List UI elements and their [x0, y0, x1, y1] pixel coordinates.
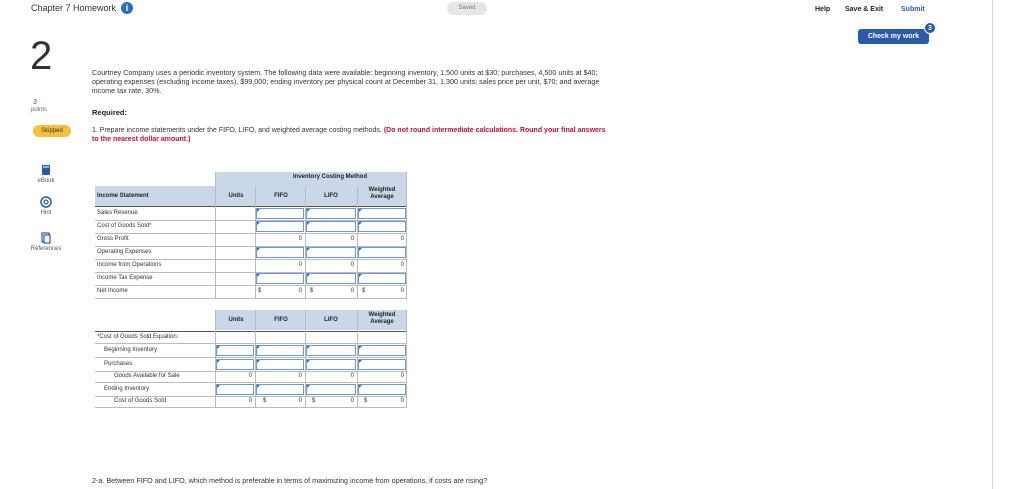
divider	[305, 186, 306, 299]
gafs-wa: 0	[400, 373, 404, 379]
references-tool[interactable]	[26, 232, 66, 252]
check-my-work-button[interactable]: Check my work	[858, 29, 929, 44]
gross-profit-wa: 0	[400, 236, 404, 242]
row-label: Operating Expenses	[97, 249, 152, 255]
check-attempts-badge: 3	[924, 22, 936, 34]
row-label: Income from Operations	[97, 262, 162, 268]
divider	[95, 233, 407, 234]
currency-symbol: $	[263, 398, 267, 404]
divider	[357, 186, 358, 299]
question-number: 2	[30, 34, 53, 78]
gafs-fifo: 0	[298, 373, 302, 379]
question-prompt: Courtney Company uses a periodic inventory system. The following data were available: beginning inventory, 1,500 units at $30; purchases, 4,500 units at $40; operating expenses (excluding income taxes), $99,000; ending inventory per physical count at December 31, 1,300 units; sales price per unit, $70; and average income tax rate, 30%.	[92, 68, 600, 95]
col-units: Units	[228, 193, 244, 199]
row-label: Beginning Inventory	[104, 347, 158, 353]
net-income-lifo: 0	[350, 288, 354, 294]
references-label: References	[30, 246, 62, 252]
row-label: Purchases	[104, 361, 133, 367]
col-units: Units	[228, 317, 244, 323]
info-icon[interactable]: i	[121, 2, 133, 14]
opex-wa-input[interactable]	[358, 247, 406, 258]
divider	[215, 172, 216, 299]
divider	[255, 310, 256, 408]
divider	[406, 310, 407, 408]
row-label: Sales Revenue	[97, 210, 138, 216]
divider	[95, 206, 407, 207]
instruction	[92, 126, 612, 144]
currency-symbol: $	[310, 288, 314, 294]
instruction-note: (Do not round intermediate calculations. Round your final answers to the nearest dollar amount.)	[92, 127, 606, 143]
submit-link[interactable]: Submit	[901, 6, 925, 13]
col-fifo: FIFO	[274, 317, 288, 323]
net-income-wa: 0	[400, 288, 404, 294]
top-bar	[0, 0, 1024, 18]
lifebuoy-icon	[40, 196, 52, 208]
next-question-text: 2-a. Between FIFO and LIFO, which method is preferable in terms of maximizing income from operations, if costs are rising?	[92, 476, 488, 485]
ebook-tool[interactable]	[26, 164, 66, 184]
assignment-title: Chapter 7 Homework	[31, 3, 117, 13]
col-income-statement: Income Statement	[97, 193, 149, 199]
sales-fifo-input[interactable]	[256, 208, 304, 219]
book-icon	[40, 164, 52, 176]
row-label: Cost of Goods Sold	[114, 398, 167, 404]
divider	[95, 331, 407, 332]
divider	[215, 310, 216, 408]
cogs-lifo-input[interactable]	[306, 221, 356, 232]
col-lifo: LIFO	[324, 317, 338, 323]
row-label: Cost of Goods Sold*	[97, 223, 152, 229]
bi-lifo-input[interactable]	[306, 345, 356, 356]
currency-symbol: $	[362, 288, 366, 294]
cogs-fifo: 0	[298, 398, 302, 404]
tax-lifo-input[interactable]	[306, 273, 356, 284]
gafs-lifo: 0	[350, 373, 354, 379]
ei-lifo-input[interactable]	[306, 384, 356, 395]
row-label: Net Income	[97, 288, 128, 294]
cogs-wa-input[interactable]	[358, 221, 406, 232]
row-label: Income Tax Expense	[97, 275, 153, 281]
col-fifo: FIFO	[274, 193, 288, 199]
instruction-text: 1. Prepare income statements under the FIFO, LIFO, and weighted average costing methods.	[92, 127, 382, 134]
opex-fifo-input[interactable]	[256, 247, 304, 258]
status-badge: Skipped	[33, 125, 71, 137]
ifo-lifo: 0	[350, 262, 354, 268]
points-value: 3	[33, 99, 37, 106]
divider	[95, 259, 407, 260]
group-header: Inventory Costing Method	[293, 174, 367, 180]
divider	[95, 357, 407, 358]
cogs-units: 0	[248, 398, 252, 404]
col-weighted-average: Weighted Average	[368, 187, 396, 200]
right-divider	[992, 0, 993, 489]
help-link[interactable]: Help	[815, 6, 831, 13]
ei-fifo-input[interactable]	[256, 384, 304, 395]
saved-status: Saved	[447, 2, 487, 15]
col-lifo: LIFO	[324, 193, 338, 199]
row-label: Goods Available for Sale	[114, 373, 180, 379]
gafs-units: 0	[248, 373, 252, 379]
hint-tool[interactable]	[26, 196, 66, 216]
sales-lifo-input[interactable]	[306, 208, 356, 219]
save-exit-link[interactable]: Save & Exit	[845, 6, 884, 13]
divider	[95, 382, 407, 383]
points-label: points	[31, 107, 48, 113]
cogs-lifo: 0	[350, 398, 354, 404]
ifo-fifo: 0	[298, 262, 302, 268]
row-label: Gross Profit	[97, 236, 129, 242]
col-weighted-average: Weighted Average	[368, 312, 396, 325]
divider	[406, 172, 407, 299]
currency-symbol: $	[364, 398, 368, 404]
cogs-wa: 0	[400, 398, 404, 404]
currency-symbol: $	[258, 288, 262, 294]
divider	[95, 407, 407, 408]
currency-symbol: $	[312, 398, 316, 404]
net-income-fifo: 0	[298, 288, 302, 294]
references-icon	[40, 232, 52, 244]
gross-profit-fifo: 0	[298, 236, 302, 242]
ifo-wa: 0	[400, 262, 404, 268]
divider	[95, 371, 407, 372]
divider	[255, 186, 256, 299]
sales-wa-input[interactable]	[358, 208, 406, 219]
equation-title: *Cost of Goods Sold Equation:	[97, 334, 179, 340]
tax-wa-input[interactable]	[358, 273, 406, 284]
purch-wa-input[interactable]	[358, 359, 406, 370]
bi-units-input[interactable]	[216, 345, 254, 356]
ei-units-input[interactable]	[216, 384, 254, 395]
ebook-label: eBook	[37, 178, 55, 184]
ei-wa-input[interactable]	[358, 384, 406, 395]
opex-lifo-input[interactable]	[306, 247, 356, 258]
divider	[357, 310, 358, 408]
purch-fifo-input[interactable]	[256, 359, 304, 370]
bi-wa-input[interactable]	[358, 345, 406, 356]
divider	[305, 310, 306, 408]
divider	[95, 285, 407, 286]
cogs-fifo-input[interactable]	[256, 221, 304, 232]
bi-fifo-input[interactable]	[256, 345, 304, 356]
hint-label: Hint	[40, 210, 52, 216]
tax-fifo-input[interactable]	[256, 273, 304, 284]
divider	[95, 298, 407, 299]
required-heading: Required:	[92, 108, 128, 117]
gross-profit-lifo: 0	[350, 236, 354, 242]
purch-lifo-input[interactable]	[306, 359, 356, 370]
purch-units-input[interactable]	[216, 359, 254, 370]
row-label: Ending Inventory	[104, 386, 150, 392]
divider	[95, 396, 407, 397]
divider	[95, 343, 407, 344]
